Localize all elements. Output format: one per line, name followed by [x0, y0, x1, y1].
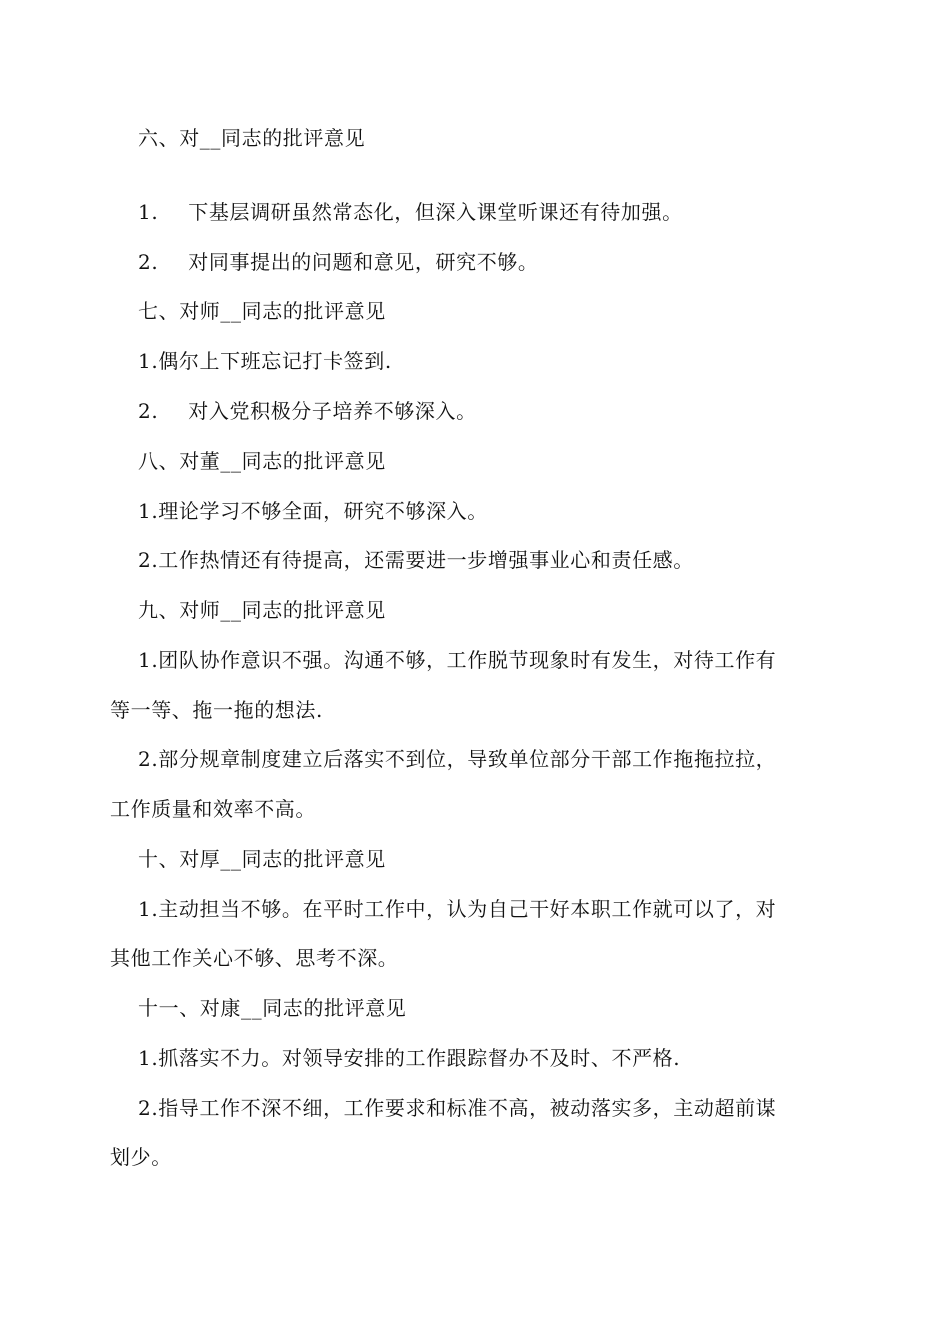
list-item: 1.团队协作意识不强。沟通不够，工作脱节现象时有发生，对待工作有 — [138, 648, 777, 672]
list-item — [138, 197, 868, 227]
list-item: 2.指导工作不深不细，工作要求和标准不高，被动落实多，主动超前谋 — [138, 1096, 777, 1120]
list-item-continuation: 其他工作关心不够、思考不深。 — [110, 946, 399, 970]
item-text: 下基层调研虽然常态化，但深入课堂听课还有待加强。 — [188, 200, 683, 224]
list-item: 1.抓落实不力。对领导安排的工作跟踪督办不及时、不严格. — [138, 1046, 681, 1070]
item-text: 对入党积极分子培养不够深入。 — [188, 399, 477, 423]
list-item: 1.主动担当不够。在平时工作中，认为自己干好本职工作就可以了，对 — [138, 897, 777, 921]
list-item: 1.偶尔上下班忘记打卡签到. — [138, 349, 392, 373]
section-heading: 八、对董__同志的批评意见 — [138, 449, 386, 473]
section-heading: 七、对师__同志的批评意见 — [138, 299, 386, 323]
list-item — [138, 247, 868, 277]
section-heading: 十一、对康__同志的批评意见 — [138, 996, 407, 1020]
list-item: 2.部分规章制度建立后落实不到位，导致单位部分干部工作拖拖拉拉， — [138, 747, 777, 771]
list-item: 2.工作热情还有待提高，还需要进一步增强事业心和责任感。 — [138, 548, 694, 572]
list-item-continuation: 工作质量和效率不高。 — [110, 797, 316, 821]
list-item-continuation: 等一等、拖一拖的想法. — [110, 698, 323, 722]
item-number: 2. — [138, 399, 159, 423]
section-heading: 十、对厚__同志的批评意见 — [138, 847, 386, 871]
list-item — [138, 396, 868, 426]
item-text: 对同事提出的问题和意见，研究不够。 — [188, 250, 539, 274]
item-number: 1. — [138, 200, 159, 224]
section-heading: 九、对师__同志的批评意见 — [138, 598, 386, 622]
section-heading: 六、对__同志的批评意见 — [138, 126, 366, 150]
list-item: 1.理论学习不够全面，研究不够深入。 — [138, 499, 488, 523]
list-item-continuation: 划少。 — [110, 1145, 172, 1169]
item-number: 2. — [138, 250, 159, 274]
